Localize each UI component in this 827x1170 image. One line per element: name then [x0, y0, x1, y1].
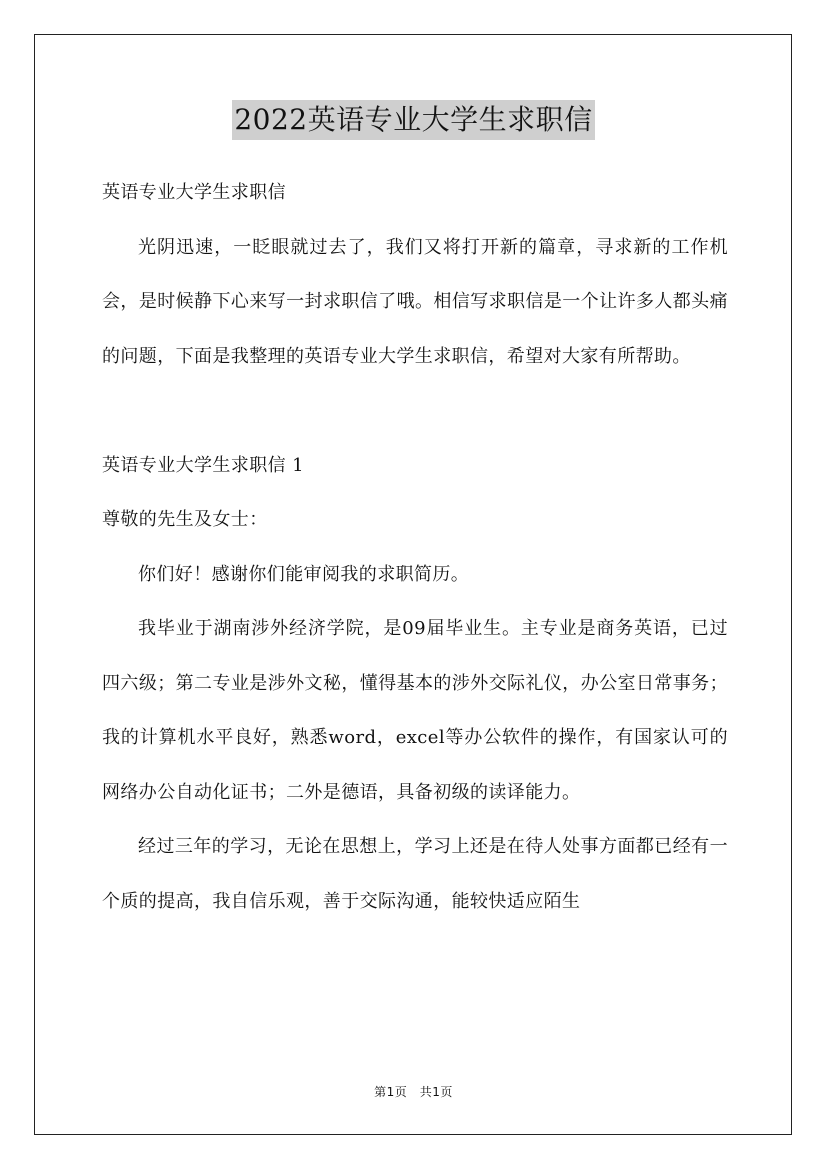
section-spacer	[102, 384, 728, 439]
salutation: 尊敬的先生及女士：	[102, 509, 268, 530]
page-number-footer: 第1页 共1页	[374, 1085, 453, 1099]
body-paragraph-growth: 经过三年的学习，无论在思想上，学习上还是在待人处事方面都已经有一个质的提高，我自信乐观，善于交际沟通，能较快适应陌生	[102, 836, 728, 912]
body-paragraph-greeting: 你们好！感谢你们能审阅我的求职简历。	[138, 563, 470, 585]
document-body	[102, 166, 728, 929]
document-subtitle: 英语专业大学生求职信	[102, 182, 286, 203]
title-container	[0, 100, 827, 140]
document-title: 2022英语专业大学生求职信	[232, 100, 594, 140]
body-paragraph-education: 我毕业于湖南涉外经济学院，是09届毕业生。主专业是商务英语，已过四六级；第二专业是涉外文秘，懂得基本的涉外交际礼仪，办公室日常事务；我的计算机水平良好，熟悉word，excel等办公软件的操作，有国家认可的网络办公自动化证书；二外是德语，具备初级的读译能力。	[102, 618, 728, 803]
letter-heading: 英语专业大学生求职信 1	[102, 454, 304, 476]
intro-paragraph: 光阴迅速，一眨眼就过去了，我们又将打开新的篇章，寻求新的工作机会，是时候静下心来写一封求职信了哦。相信写求职信是一个让许多人都头痛的问题，下面是我整理的英语专业大学生求职信，希望对大家有所帮助。	[102, 236, 728, 367]
